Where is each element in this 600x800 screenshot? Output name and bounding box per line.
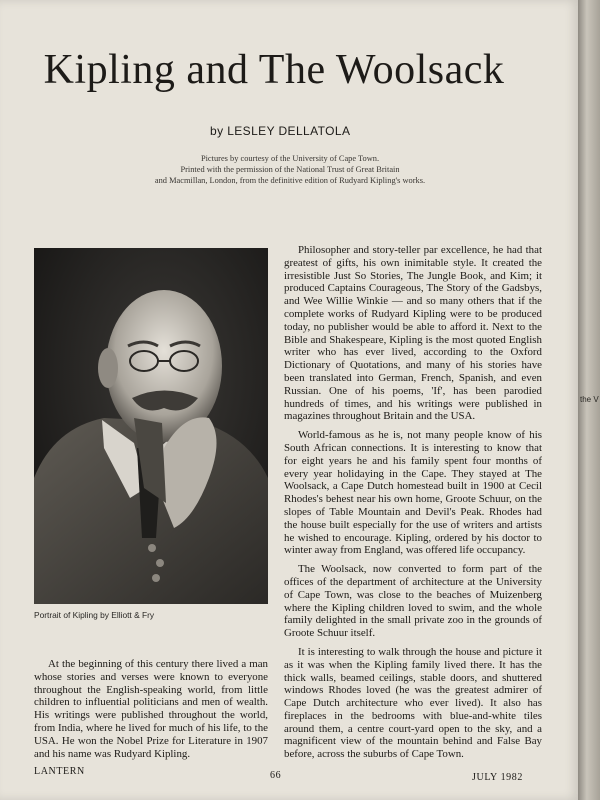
footer-page-number: 66 (270, 770, 282, 781)
credit-line: and Macmillan, London, from the definitive edition of Rudyard Kipling's works. (154, 175, 426, 185)
left-text-column (34, 658, 268, 766)
portrait-illustration (34, 248, 268, 604)
article-paragraph: The Woolsack, now converted to form part of the offices of the department of architecture at the University of Cape Town, was close to the beaches of Muizenberg where the Kipling children loved to swim, and the whole family delighted in the small private zoo in the grounds of Groote Schuur itself. (284, 563, 542, 640)
photo-caption: Portrait of Kipling by Elliott & Fry (34, 610, 155, 620)
picture-credits (80, 154, 500, 186)
credit-line: Pictures by courtesy of the University of Cape Town. (200, 154, 380, 163)
article-byline: by LESLEY DELLATOLA (210, 124, 351, 138)
article-title: Kipling and The Woolsack (43, 47, 505, 93)
article-paragraph: Philosopher and story-teller par excellence, he had that greatest of gifts, his own inimitable style. It created the irresistible Just So Stories, The Jungle Book, and Kim; it produced Captains Courageous, The Story of the Gadsbys, and Wee Willie Winkie — and so many others that if the complete works of Rudyard Kipling were to be produced today, no publisher would be able to afford it. Next to the Bible and Shakespeare, Kipling is the most quoted English writer who has ever lived, according to the Oxford Dictionary of Quotations, and many of his stories have been translated into German, French, Spanish, and even Russian. One of his poems, 'If', has been parodied hundreds of times, and his writings were published in magazines throughout Britain and the USA. (284, 244, 542, 423)
article-paragraph: World-famous as he is, not many people know of his South African connections. It is interesting to know that for eight years he and his family spent four months of every year holidaying in the Cape. They stayed at The Woolsack, a Cape Dutch homestead built in 1900 at Cecil Rhodes's behest near his own home, Groote Schuur, on the slopes of Table Mountain and Devil's Peak. Rhodes had the house built especially for the use of writers and artists he wished to encourage. Kipling, ordered by his doctor to winter away from England, was offered life occupancy. (284, 429, 542, 557)
right-text-column (284, 244, 542, 767)
footer-publication: LANTERN (34, 766, 85, 777)
article-paragraph: At the beginning of this century there lived a man whose stories and verses were known to everyone throughout the English-speaking world, from little children to influential politicians and men of wealth. His writings were published throughout the world, from India, where he lived for much of his life, to the USA. He won the Nobel Prize for Literature in 1907 and his name was Rudyard Kipling. (34, 658, 268, 760)
adjacent-page-edge (578, 0, 600, 800)
adjacent-page-text: the V (580, 395, 599, 404)
article-paragraph: It is interesting to walk through the house and picture it as it was when the Kipling family lived there. It has the thick walls, beamed ceilings, stable doors, and shuttered windows Rhodes loved (he was the greatest admirer of Cape Dutch architecture who ever lived). It also has fireplaces in the bedrooms with blue-and-white tiles around them, a centre court-yard open to the sky, and a magnificent view of the mountain behind and False Bay before, across the suburbs of Cape Town. (284, 645, 542, 761)
credit-line: Printed with the permission of the National Trust of Great Britain (180, 164, 400, 174)
kipling-portrait-photo (34, 248, 268, 604)
footer-date: JULY 1982 (472, 772, 523, 783)
